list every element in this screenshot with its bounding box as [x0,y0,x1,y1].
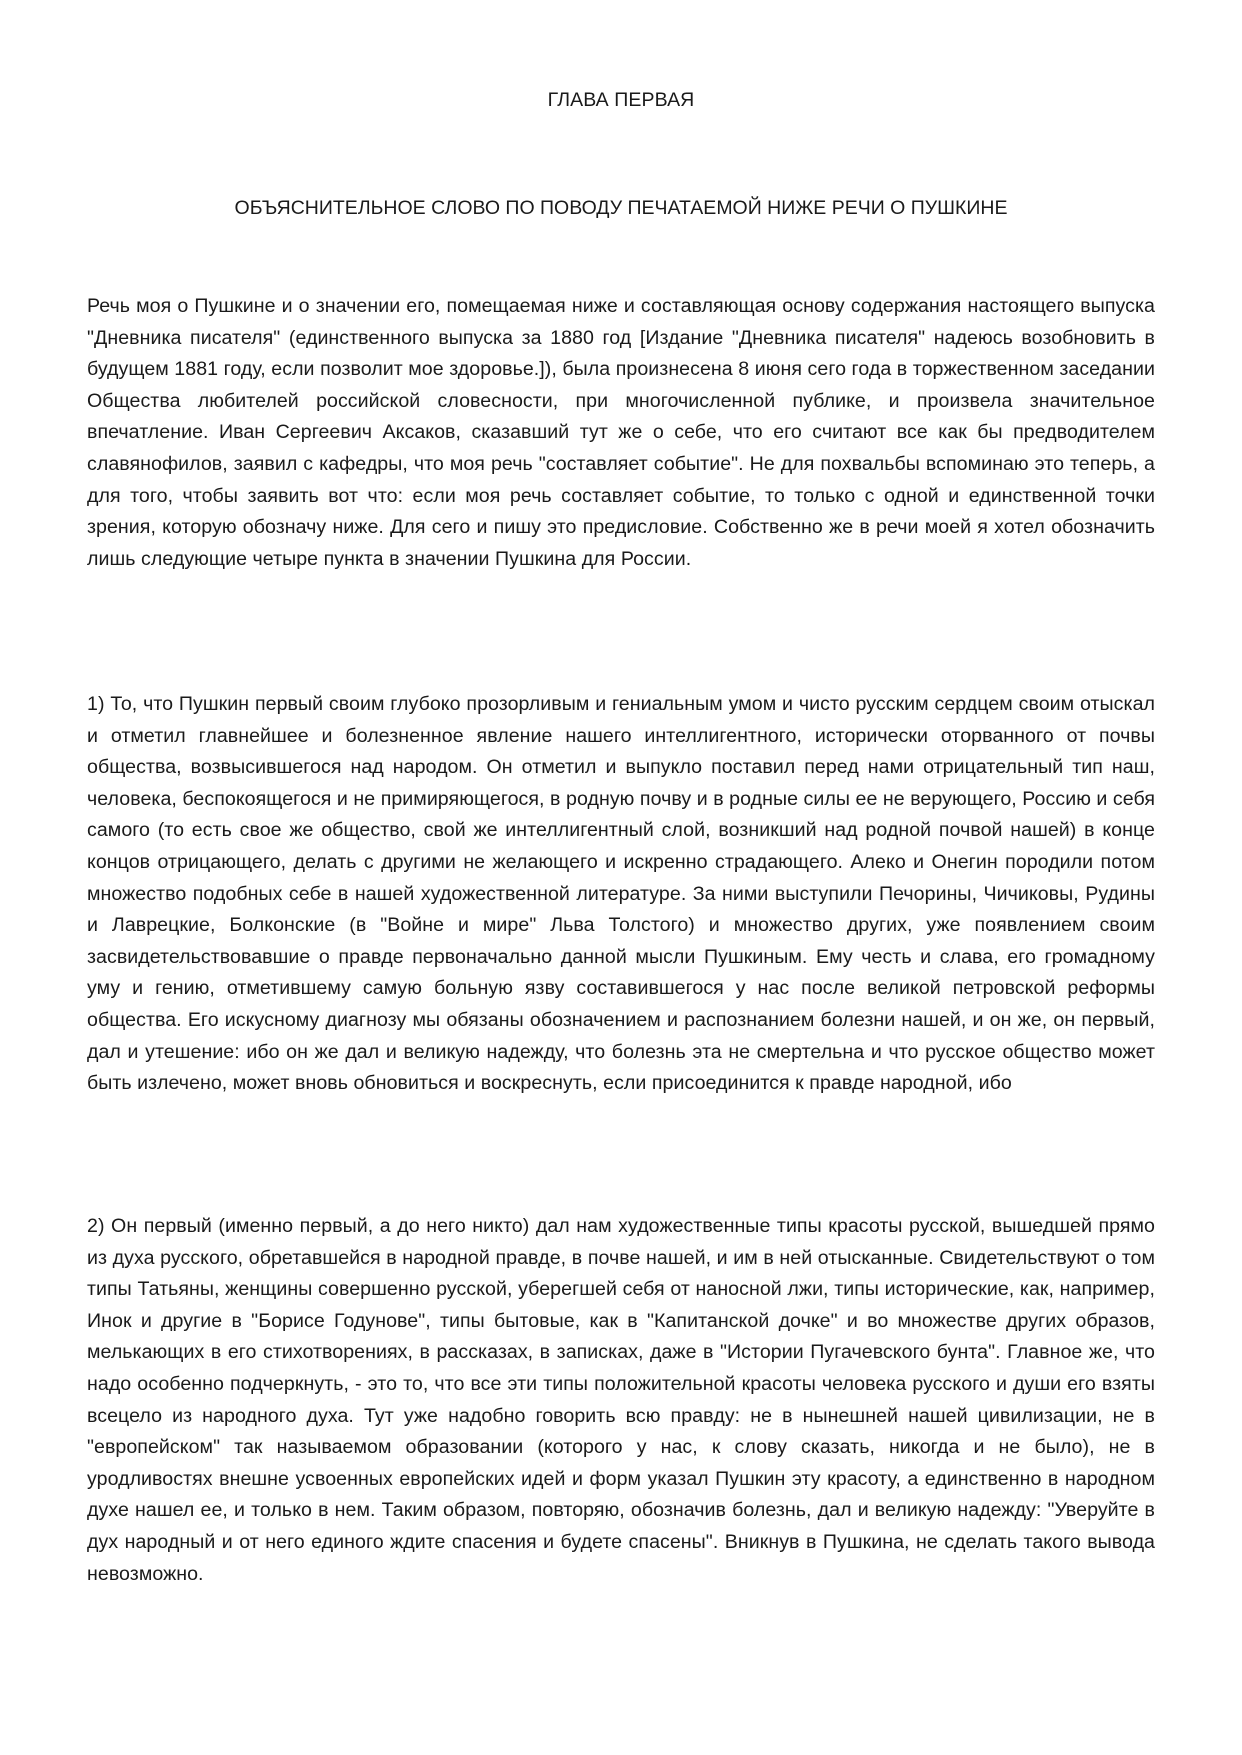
paragraph-point-2: 2) Он первый (именно первый, а до него никто) дал нам художественные типы красоты русской, вышедшей прямо из духа русского, обретавшейся в народной правде, в почве нашей, и им в ней отысканные. Свидетельствуют о том типы Татьяны, женщины совершенно русской, уберегшей себя от наносной лжи, типы исторические, как, например, Инок и другие в "Борисе Годунове", типы бытовые, как в "Капитанской дочке" и во множестве других образов, мелькающих в его стихотворениях, в рассказах, в записках, даже в "Истории Пугачевского бунта". Главное же, что надо особенно подчеркнуть, - это то, что все эти типы положительной красоты человека русского и души его взяты всецело из народного духа. Тут уже надобно говорить всю правду: не в нынешней нашей цивилизации, не в "европейском" так называемом образовании (которого у нас, к слову сказать, никогда и не было), не в уродливостях внешне усвоенных европейских идей и форм указал Пушкин эту красоту, а единственно в народном духе нашел ее, и только в нем. Таким образом, повторяю, обозначив болезнь, дал и великую надежду: "Уверуйте в дух народный и от него единого ждите спасения и будете спасены". Вникнув в Пушкина, не сделать такого вывода невозможно. [87,1215,1155,1585]
paragraph-introduction: Речь моя о Пушкине и о значении его, помещаемая ниже и составляющая основу содержания настоящего выпуска "Дневника писателя" (единственного выпуска за 1880 год [Издание "Дневника писателя" надеюсь возобновить в будущем 1881 году, если позволит мое здоровье.]), была произнесена 8 июня сего года в торжественном заседании Общества любителей российской словесности, при многочисленной публике, и произвела значительное впечатление. Иван Сергеевич Аксаков, сказавший тут же о себе, что его считают все как бы предводителем славянофилов, заявил с кафедры, что моя речь "составляет событие". Не для похвальбы вспоминаю это теперь, а для того, чтобы заявить вот что: если моя речь составляет событие, то только с одной и единственной точки зрения, которую обозначу ниже. Для сего и пишу это предисловие. Собственно же в речи моей я хотел обозначить лишь следующие четыре пункта в значении Пушкина для России. [87,295,1155,570]
section-title: ОБЪЯСНИТЕЛЬНОЕ СЛОВО ПО ПОВОДУ ПЕЧАТАЕМОЙ НИЖЕ РЕЧИ О ПУШКИНЕ [234,197,1008,219]
paragraph-point-1: 1) То, что Пушкин первый своим глубоко прозорливым и гениальным умом и чисто русским сердцем своим отыскал и отметил главнейшее и болезненное явление нашего интеллигентного, исторически оторванного от почвы общества, возвысившегося над народом. Он отметил и выпукло поставил перед нами отрицательный тип наш, человека, беспокоящегося и не примиряющегося, в родную почву и в родные силы ее не верующего, Россию и себя самого (то есть свое же общество, свой же интеллигентный слой, возникший над родной почвой нашей) в конце концов отрицающего, делать с другими не желающего и искренно страдающего. Алеко и Онегин породили потом множество подобных себе в нашей художественной литературе. За ними выступили Печорины, Чичиковы, Рудины и Лаврецкие, Болконские (в "Войне и мире" Льва Толстого) и множество других, уже появлением своим засвидетельствовавшие о правде первоначально данной мысли Пушкиным. Ему честь и слава, его громадному уму и гению, отметившему самую больную язву составившегося у нас после великой петровской реформы общества. Его искусному диагнозу мы обязаны обозначением и распознанием болезни нашей, и он же, он первый, дал и утешение: ибо он же дал и великую надежду, что болезнь эта не смертельна и что русское общество может быть излечено, может вновь обновиться и воскреснуть, если присоединится к правде народной, ибо [87,693,1155,1095]
chapter-title: ГЛАВА ПЕРВАЯ [547,89,695,111]
